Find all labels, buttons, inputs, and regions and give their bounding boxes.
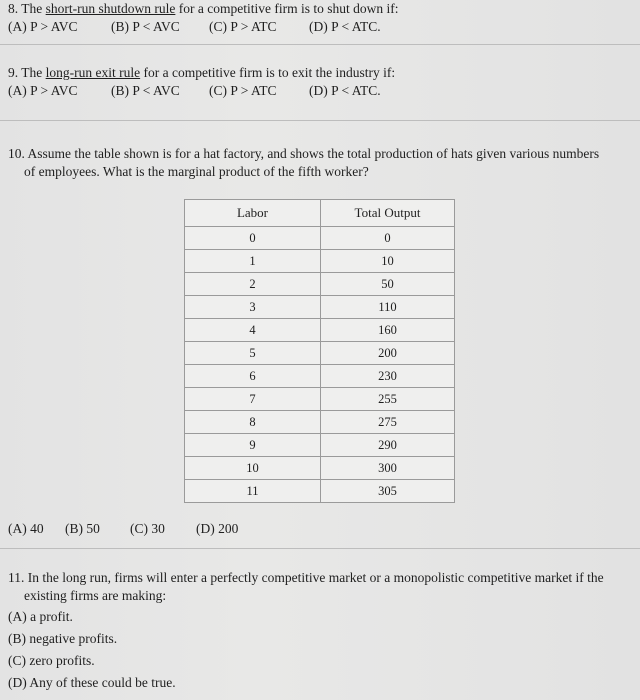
question-9-option-c[interactable]: (C) P > ATC <box>209 83 277 98</box>
table-row <box>185 457 455 480</box>
question-8 <box>8 0 608 36</box>
table-row <box>185 434 455 457</box>
question-8-prefix: The <box>21 1 46 16</box>
table-row <box>185 296 455 319</box>
output-cell: 230 <box>321 365 455 388</box>
question-9-option-a[interactable]: (A) P > AVC <box>8 83 78 98</box>
table-row <box>185 319 455 342</box>
table-row <box>185 411 455 434</box>
question-9 <box>8 64 608 100</box>
table-header-row <box>185 200 455 227</box>
table-row <box>185 365 455 388</box>
question-11-line-2: existing firms are making: <box>24 588 167 603</box>
labor-cell: 2 <box>185 273 321 296</box>
question-8-option-b[interactable]: (B) P < AVC <box>111 19 180 34</box>
question-10-line-2: of employees. What is the marginal product of the fifth worker? <box>24 164 369 179</box>
output-cell: 110 <box>321 296 455 319</box>
question-11-option-a[interactable]: (A) a profit. <box>8 609 73 624</box>
question-11 <box>8 569 638 692</box>
question-10-option-d[interactable]: (D) 200 <box>196 521 239 536</box>
output-cell: 275 <box>321 411 455 434</box>
question-8-term: short-run shutdown rule <box>45 1 176 16</box>
table-row <box>185 227 455 250</box>
output-cell: 200 <box>321 342 455 365</box>
output-cell: 160 <box>321 319 455 342</box>
question-9-suffix: for a competitive firm is to exit the industry if: <box>140 65 396 80</box>
question-9-prefix: The <box>21 65 46 80</box>
output-cell: 290 <box>321 434 455 457</box>
question-9-option-b[interactable]: (B) P < AVC <box>111 83 180 98</box>
labor-cell: 1 <box>185 250 321 273</box>
question-9-options <box>8 82 608 100</box>
table-row <box>185 342 455 365</box>
question-9-term: long-run exit rule <box>45 65 141 80</box>
question-10-option-a[interactable]: (A) 40 <box>8 521 44 536</box>
labor-cell: 9 <box>185 434 321 457</box>
question-10 <box>8 145 633 181</box>
question-8-suffix: for a competitive firm is to shut down if: <box>175 1 399 16</box>
total-output-header: Total Output <box>321 200 455 227</box>
output-cell: 255 <box>321 388 455 411</box>
table-row <box>185 480 455 503</box>
table-row <box>185 388 455 411</box>
output-cell: 50 <box>321 273 455 296</box>
question-11-option-c[interactable]: (C) zero profits. <box>8 653 95 668</box>
question-10-option-b[interactable]: (B) 50 <box>65 521 100 536</box>
labor-cell: 3 <box>185 296 321 319</box>
question-11-line-1: 11. In the long run, firms will enter a perfectly competitive market or a monopolistic competitive market if the <box>8 570 604 585</box>
question-8-stem <box>8 0 608 18</box>
question-9-number: 9. <box>8 65 19 80</box>
divider <box>0 548 640 549</box>
question-8-number: 8. <box>8 1 19 16</box>
question-8-options <box>8 18 608 36</box>
output-cell: 0 <box>321 227 455 250</box>
output-cell: 10 <box>321 250 455 273</box>
labor-cell: 8 <box>185 411 321 434</box>
output-cell: 305 <box>321 480 455 503</box>
question-10-line-1: 10. Assume the table shown is for a hat factory, and shows the total production of hats given various numbers <box>8 146 600 161</box>
labor-cell: 4 <box>185 319 321 342</box>
labor-cell: 6 <box>185 365 321 388</box>
labor-cell: 0 <box>185 227 321 250</box>
labor-cell: 5 <box>185 342 321 365</box>
question-11-option-b[interactable]: (B) negative profits. <box>8 631 118 646</box>
output-cell: 300 <box>321 457 455 480</box>
labor-cell: 7 <box>185 388 321 411</box>
labor-header: Labor <box>185 200 321 227</box>
question-8-option-d[interactable]: (D) P < ATC. <box>309 19 381 34</box>
question-9-option-d[interactable]: (D) P < ATC. <box>309 83 381 98</box>
question-8-option-c[interactable]: (C) P > ATC <box>209 19 277 34</box>
hat-production-table <box>184 199 455 503</box>
question-9-stem <box>8 64 608 82</box>
question-10-options <box>8 520 238 538</box>
question-11-option-d[interactable]: (D) Any of these could be true. <box>8 675 176 690</box>
table-row <box>185 250 455 273</box>
divider <box>0 120 640 121</box>
table-row <box>185 273 455 296</box>
divider <box>0 44 640 45</box>
question-10-option-c[interactable]: (C) 30 <box>130 521 165 536</box>
labor-cell: 10 <box>185 457 321 480</box>
question-8-option-a[interactable]: (A) P > AVC <box>8 19 78 34</box>
labor-cell: 11 <box>185 480 321 503</box>
